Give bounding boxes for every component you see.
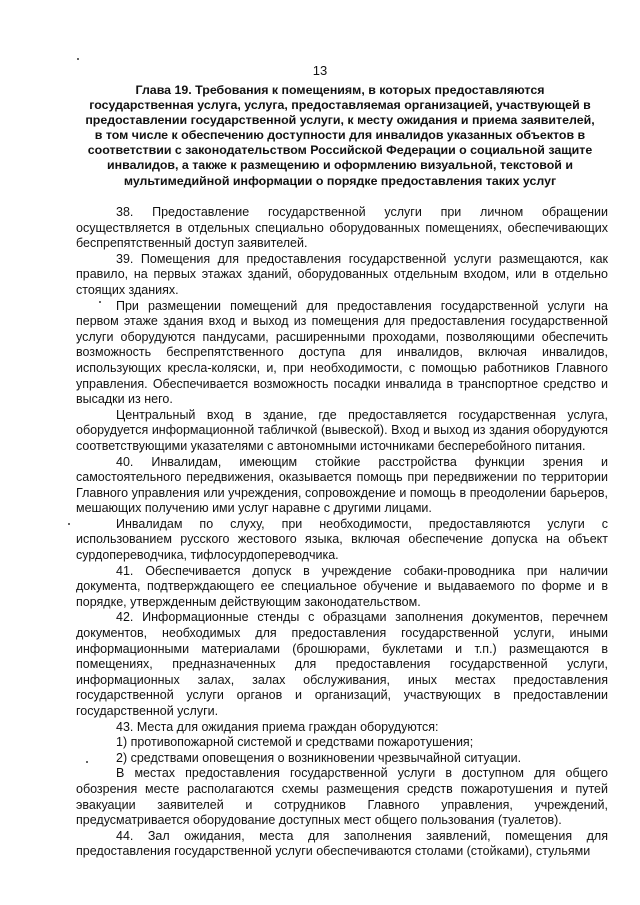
paragraph-entrance: Центральный вход в здание, где предоставляется государственная услуга, оборудуется информационной табличкой (вывеской). Вход и выход из здания оборудуются соответствующими указателями с автономными источниками бесперебойного питания. — [76, 407, 608, 453]
paragraph-40: 40. Инвалидам, имеющим стойкие расстройства функции зрения и самостоятельного передвижения, оказывается помощь при передвижении по территории Главного управления или учреждения, сопровождение и помощь в преодолении барьеров, мешающих получению ими услуг наравне с другими лицами. — [76, 454, 608, 516]
heading-line: предоставлении государственной услуги, к месту ожидания и приема заявителей, — [85, 113, 595, 128]
heading-line: государственная услуга, услуга, предоставляемая организацией, участвующей в — [89, 98, 591, 113]
heading-line: Глава 19. Требования к помещениям, в которых предоставляются — [135, 83, 545, 97]
heading-line: инвалидов, а также к размещению и оформлению визуальной, текстовой и — [107, 158, 573, 173]
paragraph-ramps: При размещении помещений для предоставления государственной услуги на первом этаже здания вход и выход из помещения для предоставления государственной услуги оборудуются пандусами, расширенными проходами, позволяющими обеспечить возможность беспрепятственного доступа для инвалидов, включая инвалидов, использующих кресла-коляски, и, при необходимости, с помощью работников Главного управления. Обеспечивается возможность посадки инвалида в транспортное средство и высадки из него. — [76, 298, 608, 407]
page-number: 13 — [312, 63, 328, 78]
list-item-1: 1) противопожарной системой и средствами пожаротушения; — [116, 735, 474, 750]
scan-speck — [86, 761, 88, 763]
paragraph-42: 42. Информационные стенды с образцами заполнения документов, перечнем документов, необходимых для предоставления государственной услуги, иными информационными материалами (брошюрами, буклетами и т.п.) размещаются в помещениях, предназначенных для предоставления государственной услуги, информационных залах, залах обслуживания, иных местах предоставления государственной услуги органов и организаций, участвующих в предоставлении государственной услуги. — [76, 610, 608, 718]
heading-line: в том числе к обеспечению доступности для инвалидов указанных объектов в — [94, 128, 586, 143]
heading-line: соответствии с законодательством Российской Федерации о социальной защите — [87, 143, 593, 158]
paragraph-39: 39. Помещения для предоставления государственной услуги размещаются, как правило, на первых этажах зданий, оборудованных отдельным входом, или в отдельно стоящих зданиях. — [76, 251, 608, 297]
paragraph-38: 38. Предоставление государственной услуги при личном обращении осуществляется в отдельных специально оборудованных помещениях, обеспечивающих беспрепятственный доступ заявителей. — [76, 205, 608, 251]
scan-speck — [99, 301, 101, 303]
paragraph-43: 43. Места для ожидания приема граждан оборудуются: — [116, 719, 439, 734]
paragraph-44: 44. Зал ожидания, места для заполнения заявлений, помещения для предоставления государственной услуги обеспечиваются столами (стойками), стульями — [76, 828, 608, 859]
scan-speck — [68, 523, 70, 525]
paragraph-hearing: Инвалидам по слуху, при необходимости, предоставляются услуги с использованием русского жестового языка, включая обеспечение допуска на объект сурдопереводчика, тифлосурдопереводчика. — [76, 516, 608, 563]
paragraph-evacuation: В местах предоставления государственной услуги в доступном для общего обозрения месте располагаются схемы размещения средств пожаротушения и путей эвакуации заявителей и сотрудников Главного управления, учреждений, предусматривается оборудование доступных мест общего пользования (туалетов). — [76, 766, 608, 828]
scan-speck — [77, 58, 79, 60]
heading-line: мультимедийной информации о порядке предоставления таких услуг — [123, 173, 557, 188]
paragraph-41: 41. Обеспечивается допуск в учреждение собаки-проводника при наличии документа, подтверждающего ее специальное обучение и выдаваемого по форме и в порядке, утвержденным действующим законодательством. — [76, 563, 608, 609]
list-item-2: 2) средствами оповещения о возникновении чрезвычайной ситуации. — [116, 750, 522, 765]
document-body — [76, 205, 608, 860]
chapter-heading — [70, 83, 610, 189]
